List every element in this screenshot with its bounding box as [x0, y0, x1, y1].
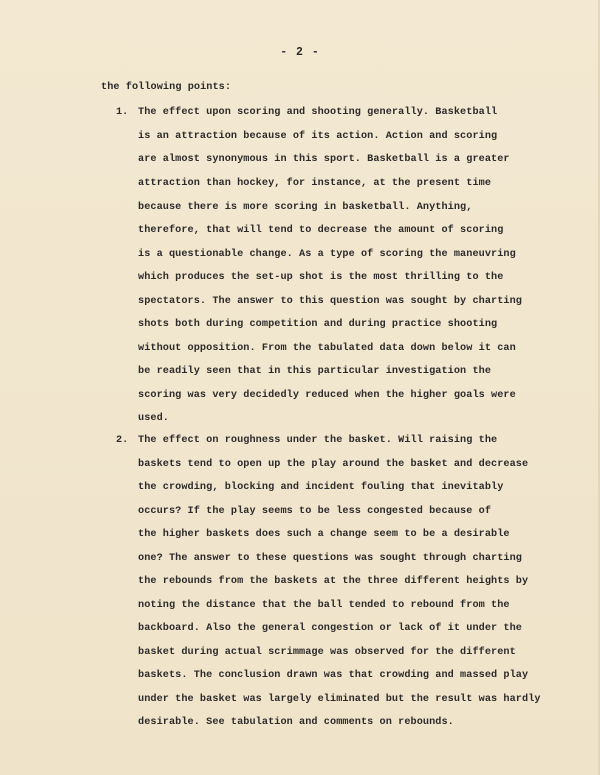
text-line: are almost synonymous in this sport. Basketball is a greater [138, 154, 510, 165]
text-line: the crowding, blocking and incident fouling that inevitably [138, 482, 504, 493]
text-line: without opposition. From the tabulated data down below it can [138, 343, 516, 354]
text-line: which produces the set-up shot is the most thrilling to the [138, 272, 504, 283]
text-line: The effect on roughness under the basket. Will raising the [138, 435, 498, 446]
item-number: 1. [116, 107, 129, 118]
text-line: The effect upon scoring and shooting generally. Basketball [138, 107, 498, 118]
text-line: backboard. Also the general congestion or lack of it under the [138, 623, 522, 634]
text-line: attraction than hockey, for instance, at the present time [138, 178, 492, 189]
text-line: baskets tend to open up the play around the basket and decrease [138, 459, 529, 470]
text-line: therefore, that will tend to decrease the amount of scoring [138, 225, 504, 236]
text-line: because there is more scoring in basketball. Anything, [138, 202, 473, 213]
text-line: is an attraction because of its action. Action and scoring [138, 131, 498, 142]
text-line: one? The answer to these questions was sought through charting [138, 553, 522, 564]
text-line: basket during actual scrimmage was observed for the different [138, 647, 516, 658]
text-line: desirable. See tabulation and comments on rebounds. [138, 717, 454, 728]
text-line: baskets. The conclusion drawn was that crowding and massed play [138, 670, 529, 681]
text-line: the rebounds from the baskets at the three different heights by [138, 576, 529, 587]
text-line: the higher baskets does such a change seem to be a desirable [138, 529, 510, 540]
item-number: 2. [116, 435, 129, 446]
text-line: shots both during competition and during practice shooting [138, 319, 498, 330]
intro-line: the following points: [101, 82, 232, 93]
text-line: under the basket was largely eliminated but the result was hardly [138, 694, 541, 705]
text-line: spectators. The answer to this question was sought by charting [138, 296, 522, 307]
page-number: - 2 - [280, 46, 320, 59]
text-line: be readily seen that in this particular investigation the [138, 366, 492, 377]
text-line: is a questionable change. As a type of scoring the maneuvring [138, 249, 516, 260]
text-line: used. [138, 413, 169, 424]
text-line: noting the distance that the ball tended to rebound from the [138, 600, 510, 611]
text-line: scoring was very decidedly reduced when the higher goals were [138, 390, 516, 401]
text-line: occurs? If the play seems to be less congested because of [138, 506, 492, 517]
